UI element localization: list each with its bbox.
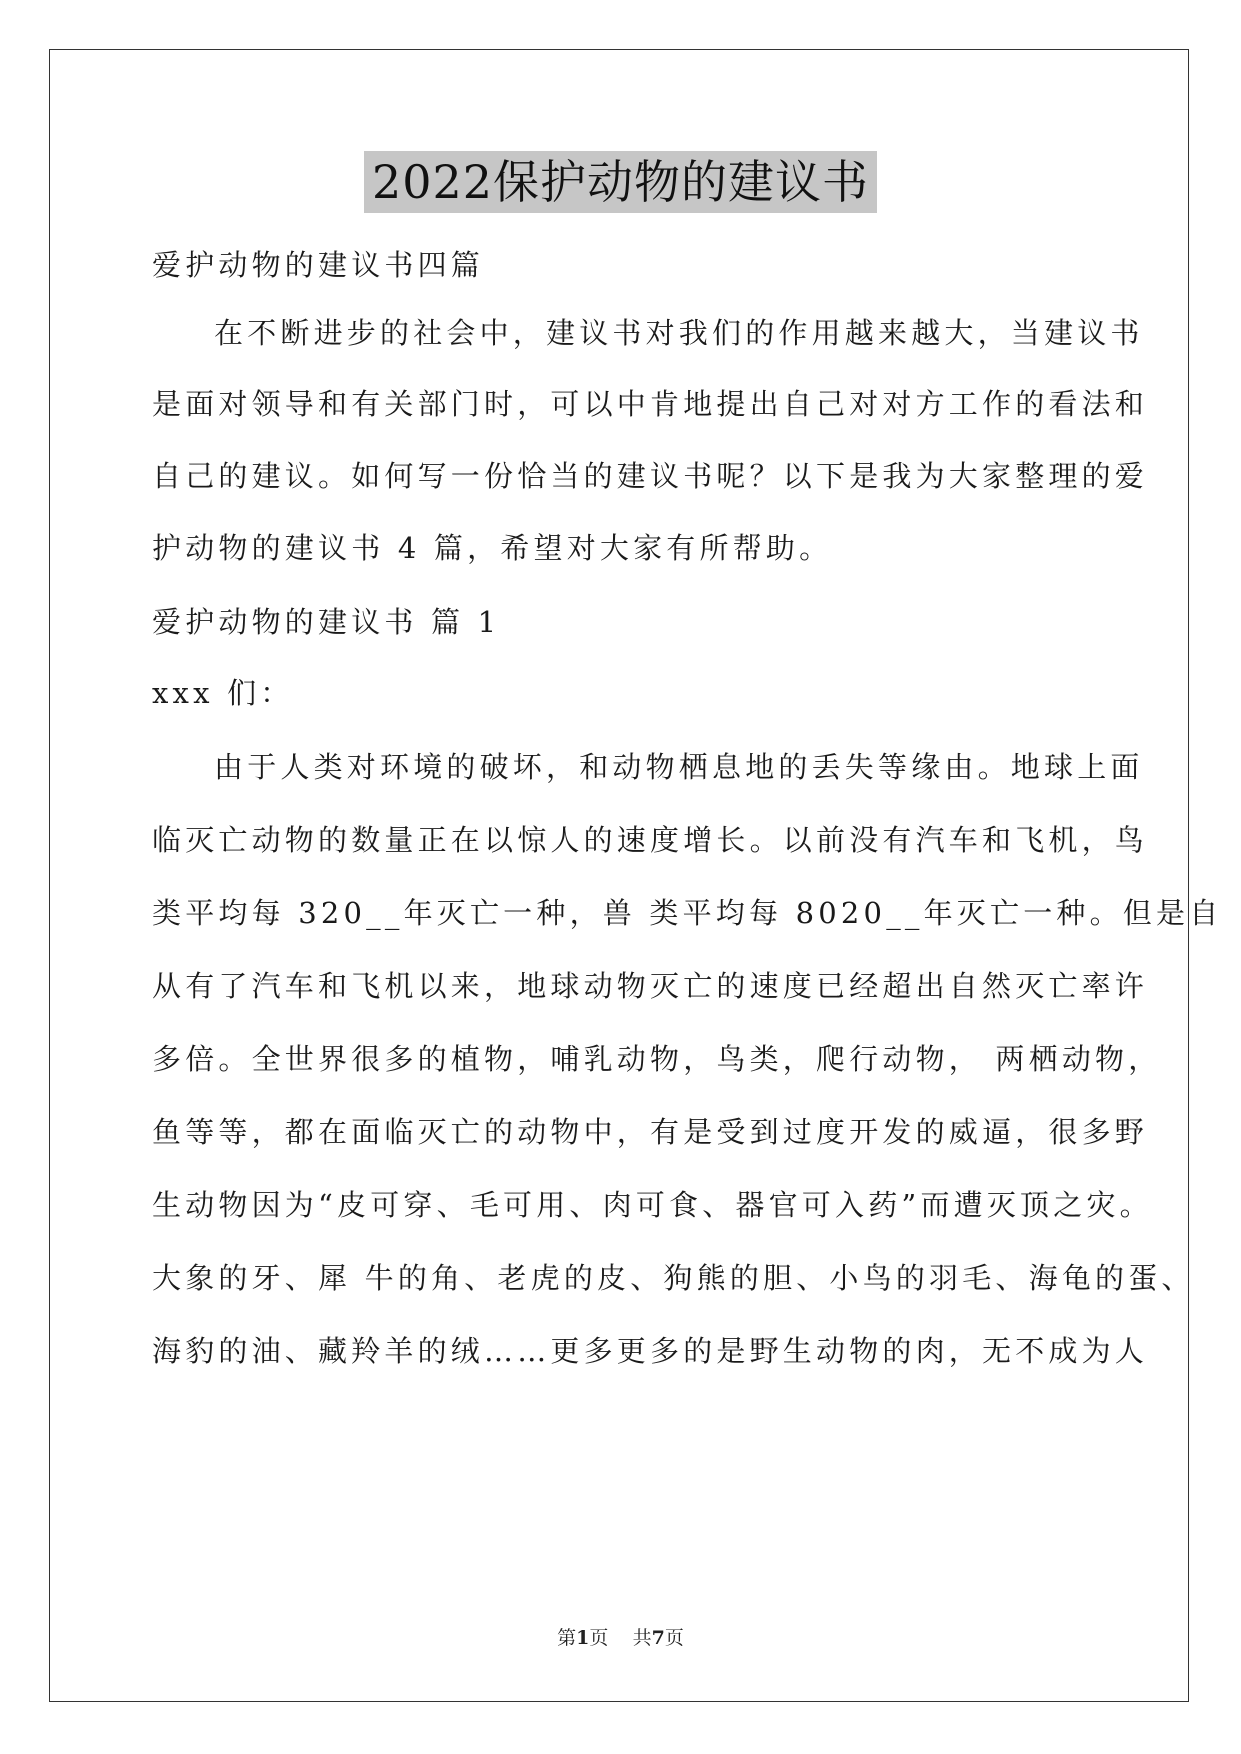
page-prefix: 第 xyxy=(557,1627,577,1649)
body-line: 大象的牙、犀 牛的角、老虎的皮、狗熊的胆、小鸟的羽毛、海龟的蛋、 xyxy=(152,1261,1195,1295)
body-line: 临灭亡动物的数量正在以惊人的速度增长。以前没有汽车和飞机，鸟 xyxy=(152,823,1149,857)
total-prefix: 共 xyxy=(632,1627,652,1649)
body-line: 自己的建议。如何写一份恰当的建议书呢？以下是我为大家整理的爱 xyxy=(152,459,1149,493)
body-line: 在不断进步的社会中，建议书对我们的作用越来越大，当建议书 xyxy=(214,316,1144,350)
body-line: 多倍。全世界很多的植物，哺乳动物，鸟类，爬行动物， 两栖动物， xyxy=(152,1042,1162,1076)
body-line: 是面对领导和有关部门时，可以中肯地提出自己对对方工作的看法和 xyxy=(152,387,1149,421)
document-title: 2022保护动物的建议书 xyxy=(364,151,877,213)
section-heading: 爱护动物的建议书 篇 1 xyxy=(152,605,501,639)
page-suffix: 页 xyxy=(589,1627,609,1649)
page-footer xyxy=(0,1626,1241,1650)
salutation-line: xxx 们： xyxy=(152,676,294,710)
body-line: 从有了汽车和飞机以来，地球动物灭亡的速度已经超出自然灭亡率许 xyxy=(152,969,1149,1003)
page-number: 1 xyxy=(576,1627,590,1649)
body-line: 护动物的建议书 4 篇，希望对大家有所帮助。 xyxy=(152,531,833,565)
total-suffix: 页 xyxy=(664,1627,684,1649)
body-line: 生动物因为“皮可穿、毛可用、肉可食、器官可入药”而遭灭顶之灾。 xyxy=(152,1188,1153,1222)
body-line: 海豹的油、藏羚羊的绒……更多更多的是野生动物的肉，无不成为人 xyxy=(152,1334,1149,1368)
subtitle-line: 爱护动物的建议书四篇 xyxy=(152,248,485,282)
page-border xyxy=(49,49,1223,1702)
body-line: 由于人类对环境的破坏，和动物栖息地的丢失等缘由。地球上面 xyxy=(214,750,1144,784)
body-line: 类平均每 320__年灭亡一种，兽 类平均每 8020__年灭亡一种。但是自 xyxy=(152,896,1223,930)
body-line: 鱼等等，都在面临灭亡的动物中，有是受到过度开发的威逼，很多野 xyxy=(152,1115,1149,1149)
title-container xyxy=(0,151,1241,213)
total-pages: 7 xyxy=(651,1627,665,1649)
